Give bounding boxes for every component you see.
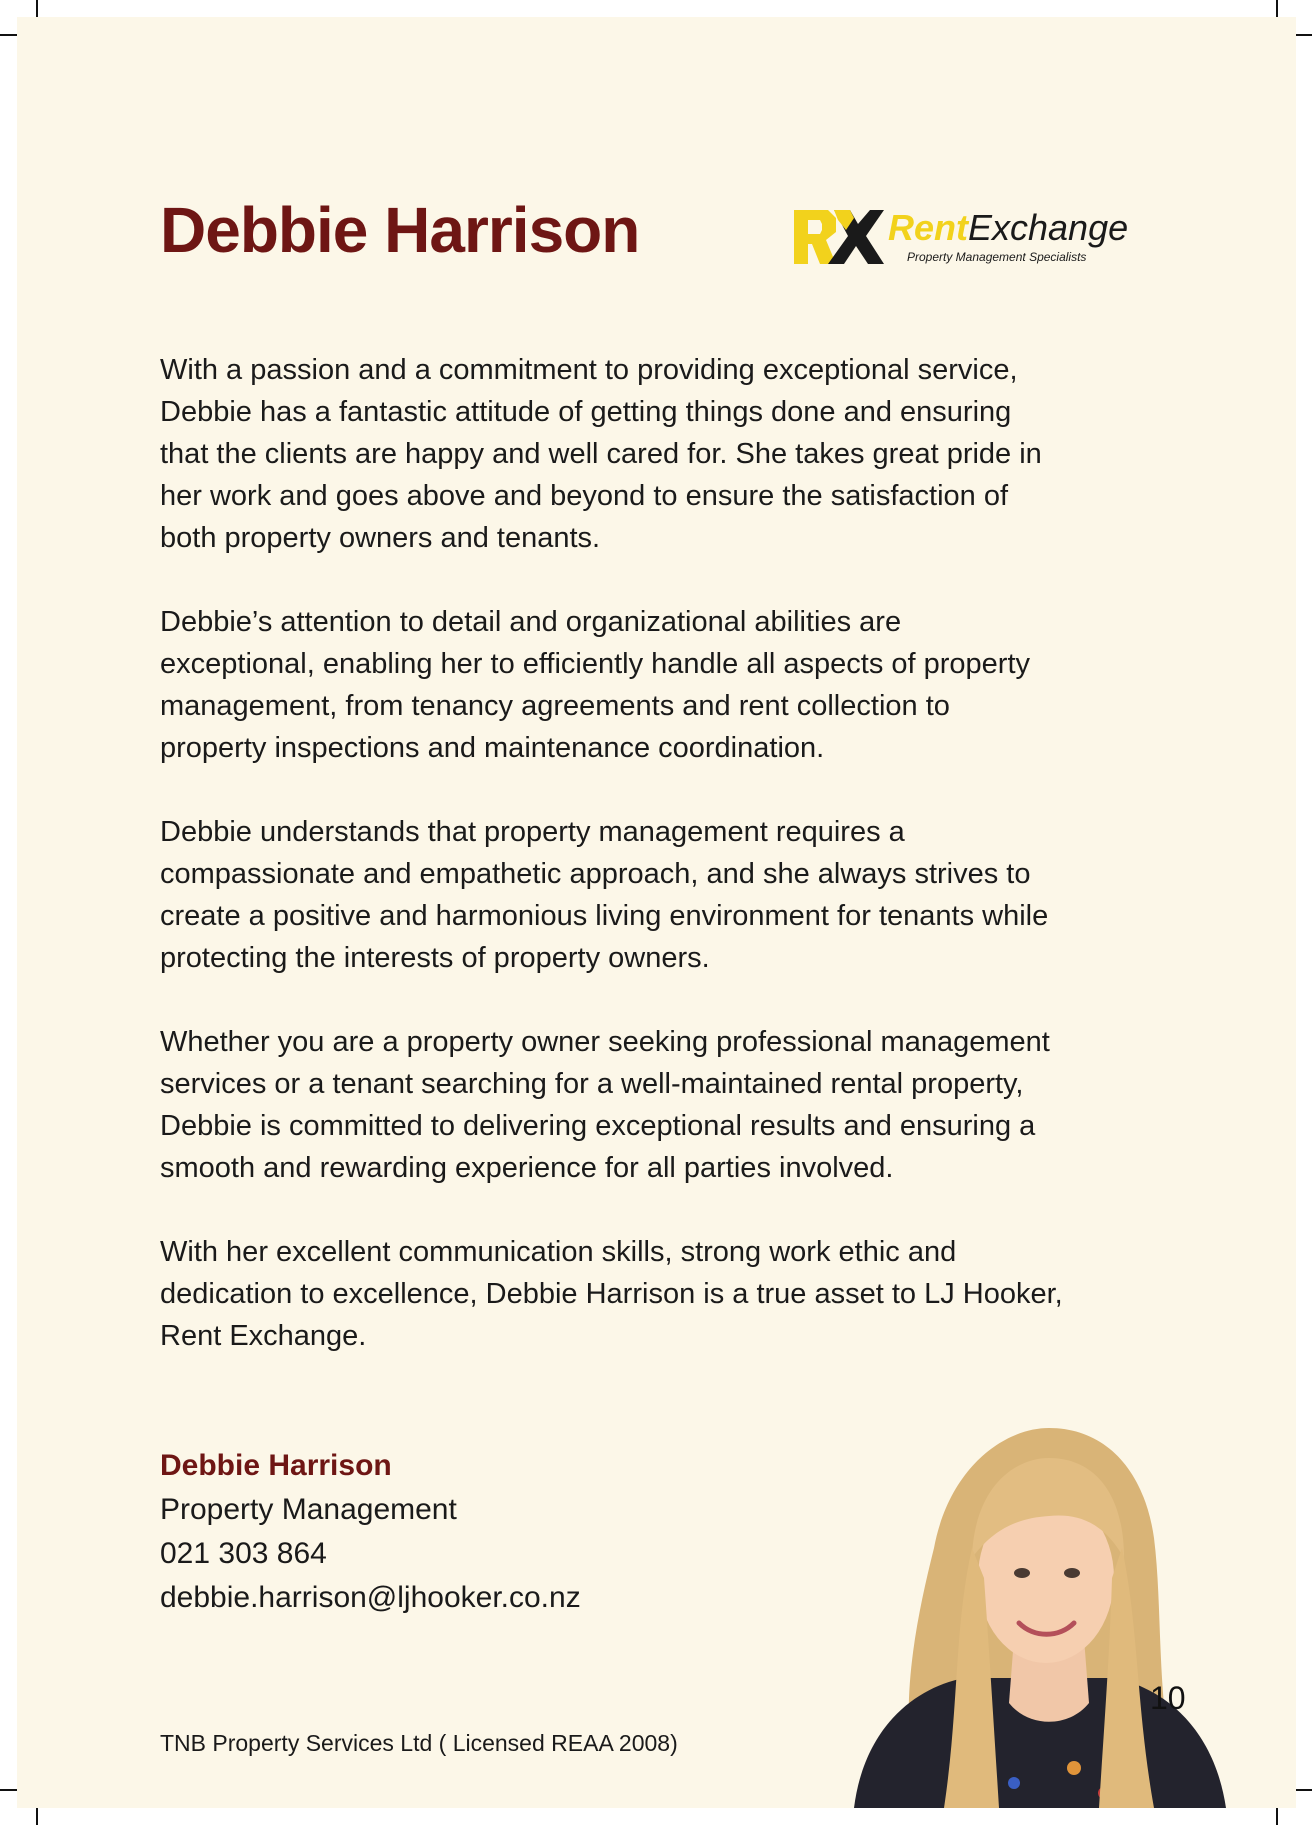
crop-mark	[0, 1789, 17, 1791]
contact-block	[160, 1444, 581, 1620]
rx-logo-mark-icon	[790, 202, 885, 272]
crop-mark	[1276, 0, 1278, 17]
bio-paragraph: With a passion and a commitment to providing exceptional service, Debbie has a fantastic attitude of getting things done and ensuring that the clients are happy and well cared for. She takes great pride in her work and goes above and beyond to ensure the satisfaction of both property owners and tenants.	[160, 354, 1042, 554]
logo-wordmark: RentExchange	[888, 207, 1129, 248]
contact-name: Debbie Harrison	[160, 1449, 392, 1482]
contact-role: Property Management	[160, 1493, 457, 1526]
crop-mark	[36, 1808, 38, 1825]
license-footer: TNB Property Services Ltd ( Licensed REAA 2008)	[160, 1730, 678, 1756]
rent-exchange-logo	[790, 197, 1170, 287]
bio-paragraph: With her excellent communication skills, strong work ethic and dedication to excellence, Debbie Harrison is a true asset to LJ Hooker, Rent Exchange.	[160, 1236, 1063, 1352]
contact-phone[interactable]: 021 303 864	[160, 1537, 327, 1570]
profile-photo	[854, 1428, 1226, 1808]
bio-text	[160, 349, 1160, 1399]
crop-mark	[1276, 1808, 1278, 1825]
bio-paragraph: Whether you are a property owner seeking professional management services or a tenant searching for a well-maintained rental property, Debbie is committed to delivering exceptional results and ensuring a smooth and rewarding experience for all parties involved.	[160, 1026, 1050, 1184]
contact-email[interactable]: debbie.harrison@ljhooker.co.nz	[160, 1581, 581, 1614]
page-number: 10	[1150, 1680, 1186, 1716]
crop-mark	[1295, 34, 1312, 36]
logo-tagline: Property Management Specialists	[907, 250, 1087, 264]
document-page	[17, 17, 1296, 1808]
crop-mark	[0, 34, 17, 36]
page-title: Debbie Harrison	[160, 194, 640, 266]
bio-paragraph: Debbie understands that property management requires a compassionate and empathetic approach, and she always strives to create a positive and harmonious living environment for tenants while protecting the interests of property owners.	[160, 816, 1049, 974]
bio-paragraph: Debbie’s attention to detail and organizational abilities are exceptional, enabling her to efficiently handle all aspects of property management, from tenancy agreements and rent collection to property inspections and maintenance coordination.	[160, 606, 1031, 764]
crop-mark	[1295, 1789, 1312, 1791]
crop-mark	[36, 0, 38, 17]
